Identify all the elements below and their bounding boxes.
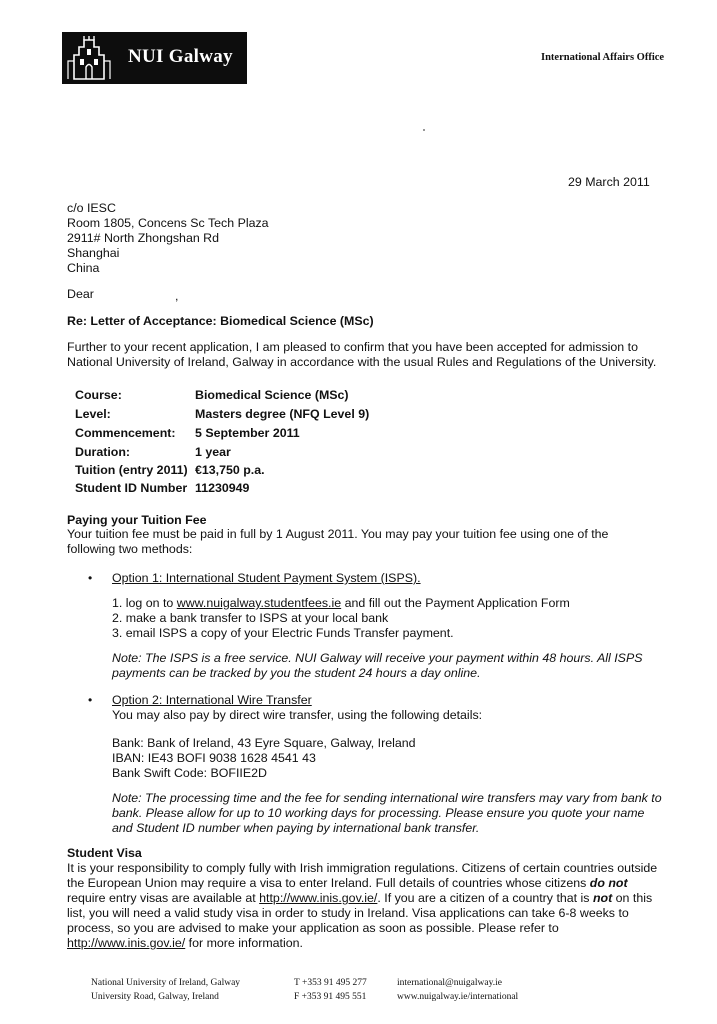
option2-intro: You may also pay by direct wire transfer, using the following details: [112,708,483,722]
visa-heading: Student Visa [67,846,142,860]
option1-step [112,596,570,611]
footer-contact [397,976,518,1004]
detail-label: Student ID Number [75,481,188,495]
option2-title: Option 2: International Wire Transfer [112,693,312,707]
footer-phone [294,976,367,1004]
bullet-icon: • [88,693,93,707]
visa-text: for more information. [185,936,303,950]
bank-iban: IBAN: IE43 BOFI 9038 1628 4541 43 [112,751,316,765]
inis-link[interactable]: http://www.inis.gov.ie/ [259,891,378,905]
address-line: Shanghai [67,246,120,260]
visa-paragraph [67,936,303,951]
address-line: c/o IESC [67,201,116,215]
office-name: International Affairs Office [541,52,665,63]
footer-website[interactable]: www.nuigalway.ie/international [397,992,519,1002]
tuition-heading: Paying your Tuition Fee [67,513,207,527]
detail-value: 5 September 2011 [195,426,300,440]
visa-paragraph [67,876,628,891]
detail-label: Duration: [75,445,131,459]
address-line: China [67,261,100,275]
option2-note: bank. Please allow for up to 10 working days for processing. Please ensure you quote your name [112,806,645,820]
inis-link[interactable]: http://www.inis.gov.ie/ [67,936,186,950]
visa-emphasis: not [592,891,613,905]
letter-date: 29 March 2011 [568,175,650,189]
logo-wordmark: NUI Galway [128,46,233,67]
subject-line: Re: Letter of Acceptance: Biomedical Science (MSc) [67,314,374,328]
detail-value: 11230949 [195,481,250,495]
option1-note: payments can be tracked by you the student 24 hours a day online. [112,666,481,680]
bullet-icon: • [88,571,93,585]
option1-note: Note: The ISPS is a free service. NUI Galway will receive your payment within 48 hours. All ISPS [112,651,643,665]
visa-text: . If you are a citizen of a country that is [377,891,593,905]
salutation-comma: , [175,289,179,303]
option1-step: 3. email ISPS a copy of your Electric Funds Transfer payment. [112,626,454,640]
footer-fax-line: F +353 91 495 551 [294,992,367,1002]
nui-galway-logo [62,32,247,84]
studentfees-link[interactable]: www.nuigalway.studentfees.ie [176,596,342,610]
tuition-paragraph: Your tuition fee must be paid in full by 1 August 2011. You may pay your tuition fee using one of the [67,527,609,541]
footer-phone-line: T +353 91 495 277 [294,978,367,988]
detail-value: 1 year [195,445,231,459]
address-line: Room 1805, Concens Sc Tech Plaza [67,216,269,230]
visa-paragraph: list, you will need a valid study visa in order to study in Ireland. Visa applications can take 6-8 weeks to [67,906,629,920]
footer-address-line: National University of Ireland, Galway [91,978,241,988]
address-line: 2911# North Zhongshan Rd [67,231,220,245]
visa-text: on this [612,891,653,905]
detail-value: Biomedical Science (MSc) [195,388,349,402]
bank-swift: Bank Swift Code: BOFIIE2D [112,766,267,780]
detail-label: Commencement: [75,426,176,440]
detail-label: Level: [75,407,111,421]
option2-note: and Student ID number when paying by international bank transfer. [112,821,480,835]
tuition-paragraph: following two methods: [67,542,193,556]
detail-value: €13,750 p.a. [195,463,265,477]
visa-emphasis: do not [589,876,628,890]
detail-value: Masters degree (NFQ Level 9) [195,407,370,421]
visa-paragraph: It is your responsibility to comply fully with Irish immigration regulations. Citizens of certain countries outside [67,861,658,875]
intro-paragraph: National University of Ireland, Galway in accordance with the usual Rules and Regulations of the University. [67,355,657,369]
step-text: 1. log on to [112,596,177,610]
option1-step: 2. make a bank transfer to ISPS at your local bank [112,611,389,625]
footer-address-line: University Road, Galway, Ireland [91,992,219,1002]
bank-name: Bank: Bank of Ireland, 43 Eyre Square, Galway, Ireland [112,736,416,750]
salutation: Dear [67,287,94,301]
visa-text: the European Union may require a visa to enter Ireland. Full details of countries whose citizens [67,876,590,890]
intro-paragraph: Further to your recent application, I am pleased to confirm that you have been accepted for admission to [67,340,638,354]
detail-label: Tuition (entry 2011) [75,463,188,477]
visa-paragraph [67,891,652,906]
scan-speck [423,129,425,131]
detail-label: Course: [75,388,122,402]
quadrangle-tower-icon [66,35,112,81]
footer-address [91,976,240,1004]
visa-paragraph: process, so you are advised to make your application as soon as possible. Please refer to [67,921,559,935]
step-text: and fill out the Payment Application Form [341,596,570,610]
footer-email[interactable]: international@nuigalway.ie [397,978,502,988]
option2-note: Note: The processing time and the fee for sending international wire transfers may vary from bank to [112,791,662,805]
option1-title: Option 1: International Student Payment System (ISPS). [112,571,421,585]
visa-text: require entry visas are available at [67,891,260,905]
